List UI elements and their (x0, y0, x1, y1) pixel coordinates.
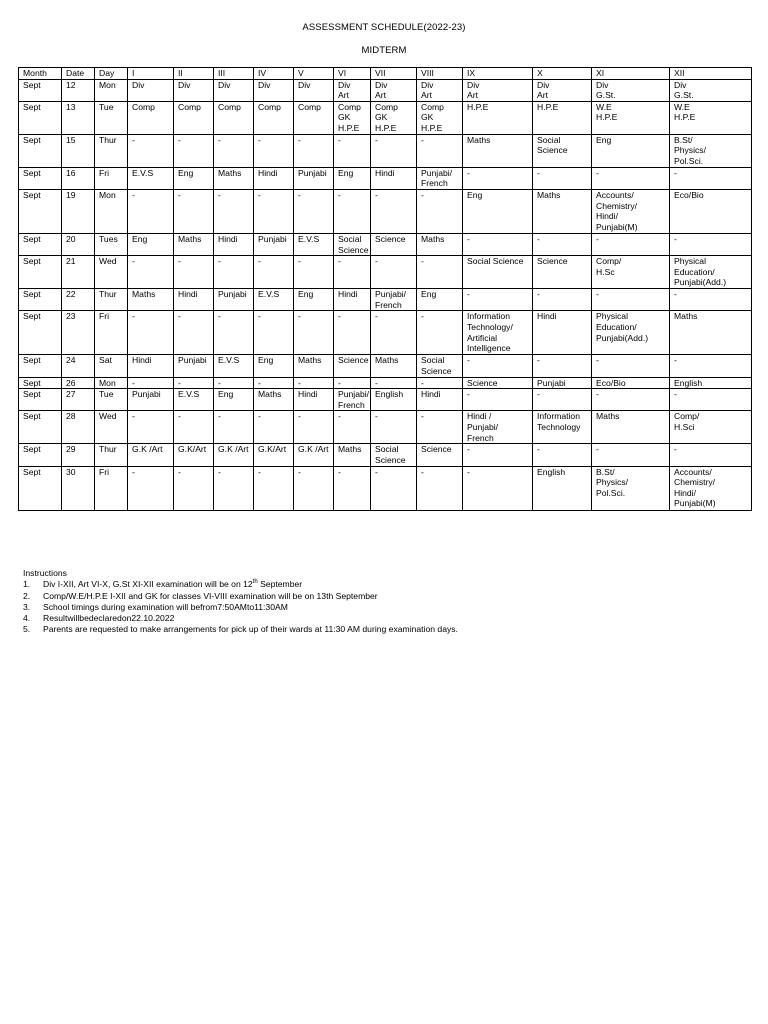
table-cell: Thur (95, 134, 128, 167)
table-cell: Punjabi/ French (417, 167, 463, 189)
header-row (19, 68, 752, 80)
table-row (19, 134, 752, 167)
instruction-number: 5. (23, 624, 31, 635)
table-cell: - (254, 311, 294, 355)
table-cell: E.V.S (128, 167, 174, 189)
instruction-text (43, 613, 174, 624)
table-cell: 12 (62, 79, 95, 101)
table-cell: Punjabi (254, 233, 294, 255)
table-cell: Science (417, 444, 463, 466)
table-cell: Accounts/ Chemistry/ Hindi/ Punjabi(M) (670, 466, 752, 510)
table-cell: - (254, 189, 294, 233)
table-row (19, 444, 752, 466)
table-cell: - (294, 466, 334, 510)
instruction-text (43, 624, 458, 635)
table-cell: - (174, 311, 214, 355)
table-cell: - (670, 355, 752, 377)
table-cell: English (670, 377, 752, 389)
table-cell: - (334, 134, 371, 167)
table-cell: - (592, 233, 670, 255)
table-cell: Div Art (334, 79, 371, 101)
table-cell: - (592, 444, 670, 466)
table-cell: B.St/ Physics/ Pol.Sci. (592, 466, 670, 510)
table-cell: Social Science (371, 444, 417, 466)
table-cell: B.St/ Physics/ Pol.Sci. (670, 134, 752, 167)
table-cell: Sept (19, 411, 62, 444)
table-cell: - (533, 355, 592, 377)
table-cell: - (174, 411, 214, 444)
schedule-body (19, 79, 752, 510)
table-row (19, 101, 752, 134)
table-cell: - (254, 466, 294, 510)
table-cell: Sept (19, 189, 62, 233)
column-header: IV (254, 68, 294, 80)
table-cell: - (334, 311, 371, 355)
table-cell: Hindi (334, 289, 371, 311)
table-cell: Eng (294, 289, 334, 311)
table-cell: G.K/Art (254, 444, 294, 466)
table-cell: Hindi (371, 167, 417, 189)
table-row (19, 233, 752, 255)
table-cell: - (417, 411, 463, 444)
instruction-item (23, 624, 743, 635)
table-cell: Wed (95, 256, 128, 289)
table-cell: - (174, 134, 214, 167)
table-row (19, 189, 752, 233)
table-cell: - (214, 466, 254, 510)
table-cell: Maths (592, 411, 670, 444)
table-cell: - (592, 389, 670, 411)
column-header: I (128, 68, 174, 80)
instructions-heading: Instructions (23, 568, 67, 578)
table-cell: Sept (19, 355, 62, 377)
table-cell: - (294, 311, 334, 355)
document-title: ASSESSMENT SCHEDULE(2022-23) (302, 22, 466, 33)
table-cell: - (371, 189, 417, 233)
table-cell: - (128, 377, 174, 389)
table-row (19, 466, 752, 510)
table-cell: Tue (95, 101, 128, 134)
table-cell: Social Science (463, 256, 533, 289)
table-cell: Sept (19, 389, 62, 411)
table-cell: 27 (62, 389, 95, 411)
table-cell: Maths (334, 444, 371, 466)
document-subtitle: MIDTERM (361, 45, 407, 56)
table-cell: Punjabi/ French (334, 389, 371, 411)
column-header: XII (670, 68, 752, 80)
table-cell: Punjabi (294, 167, 334, 189)
table-cell: - (670, 389, 752, 411)
table-cell: Mon (95, 79, 128, 101)
table-cell: - (417, 256, 463, 289)
table-cell: Accounts/ Chemistry/ Hindi/ Punjabi(M) (592, 189, 670, 233)
table-row (19, 411, 752, 444)
table-cell: Comp (254, 101, 294, 134)
table-row (19, 389, 752, 411)
table-cell: - (128, 466, 174, 510)
table-cell: Science (533, 256, 592, 289)
table-cell: - (463, 355, 533, 377)
instruction-text (43, 602, 288, 613)
table-cell: G.K /Art (128, 444, 174, 466)
table-cell: Social Science (533, 134, 592, 167)
table-cell: - (128, 134, 174, 167)
table-cell: Sept (19, 101, 62, 134)
table-cell: - (371, 134, 417, 167)
instruction-superscript: th (252, 579, 258, 586)
table-cell: - (371, 377, 417, 389)
table-cell: Comp (174, 101, 214, 134)
table-cell: Maths (533, 189, 592, 233)
instruction-text-main: Resultwillbedeclaredon22.10.2022 (43, 613, 175, 624)
table-cell: - (533, 444, 592, 466)
table-cell: - (463, 289, 533, 311)
schedule-table (18, 67, 752, 511)
table-cell: Sept (19, 444, 62, 466)
table-row (19, 256, 752, 289)
table-cell: Eng (334, 167, 371, 189)
table-cell: Mon (95, 189, 128, 233)
table-cell: - (294, 134, 334, 167)
table-cell: - (417, 134, 463, 167)
table-cell: 24 (62, 355, 95, 377)
table-row (19, 167, 752, 189)
table-row (19, 377, 752, 389)
table-cell: - (670, 167, 752, 189)
table-cell: - (254, 134, 294, 167)
table-cell: - (174, 256, 214, 289)
table-cell: - (214, 411, 254, 444)
table-cell: - (128, 256, 174, 289)
table-cell: Div Art (463, 79, 533, 101)
table-cell: - (128, 311, 174, 355)
table-cell: - (533, 289, 592, 311)
table-cell: Eng (463, 189, 533, 233)
table-cell: G.K /Art (294, 444, 334, 466)
instruction-text-main: School timings during examination will befrom7:50AMto11:30AM (43, 601, 288, 612)
instruction-text-main: Div I-XII, Art VI-X, G.St XI-XII examination will be on 12 (43, 579, 253, 590)
table-cell: Sept (19, 377, 62, 389)
table-cell: - (533, 233, 592, 255)
table-cell: Eng (174, 167, 214, 189)
column-header: Month (19, 68, 62, 80)
table-cell: Social Science (334, 233, 371, 255)
table-cell: Sept (19, 134, 62, 167)
instruction-number: 3. (23, 601, 31, 612)
table-cell: English (533, 466, 592, 510)
table-cell: Maths (417, 233, 463, 255)
table-cell: - (371, 411, 417, 444)
column-header: III (214, 68, 254, 80)
table-cell: - (294, 256, 334, 289)
column-header: VIII (417, 68, 463, 80)
table-cell: - (294, 377, 334, 389)
table-cell: Div Art (371, 79, 417, 101)
table-cell: Hindi (254, 167, 294, 189)
table-cell: Comp/ H.Sc (592, 256, 670, 289)
table-row (19, 79, 752, 101)
table-cell: - (670, 444, 752, 466)
table-cell: English (371, 389, 417, 411)
table-cell: Maths (128, 289, 174, 311)
table-cell: - (417, 377, 463, 389)
table-cell: 29 (62, 444, 95, 466)
instructions-list (23, 579, 743, 635)
table-cell: - (214, 377, 254, 389)
table-cell: Hindi (417, 389, 463, 411)
column-header: VI (334, 68, 371, 80)
table-cell: Div (294, 79, 334, 101)
table-cell: Information Technology (533, 411, 592, 444)
column-header: IX (463, 68, 533, 80)
table-cell: - (214, 256, 254, 289)
column-header: XI (592, 68, 670, 80)
table-cell: - (670, 233, 752, 255)
table-cell: Fri (95, 466, 128, 510)
table-cell: Comp GK H.P.E (417, 101, 463, 134)
table-cell: Hindi / Punjabi/ French (463, 411, 533, 444)
table-cell: Hindi (533, 311, 592, 355)
table-cell: Sept (19, 79, 62, 101)
table-cell: - (214, 189, 254, 233)
table-cell: Sept (19, 233, 62, 255)
table-cell: E.V.S (214, 355, 254, 377)
table-cell: Hindi (128, 355, 174, 377)
table-cell: - (463, 389, 533, 411)
table-cell: - (334, 466, 371, 510)
table-cell: Comp GK H.P.E (371, 101, 417, 134)
table-cell: 16 (62, 167, 95, 189)
table-cell: - (533, 389, 592, 411)
table-cell: Maths (463, 134, 533, 167)
table-cell: Comp/ H.Sci (670, 411, 752, 444)
table-cell: Science (463, 377, 533, 389)
table-cell: Sept (19, 289, 62, 311)
table-cell: Hindi (214, 233, 254, 255)
table-cell: - (417, 189, 463, 233)
table-cell: - (128, 411, 174, 444)
table-cell: - (463, 167, 533, 189)
table-cell: - (371, 466, 417, 510)
table-cell: Thur (95, 289, 128, 311)
table-cell: 19 (62, 189, 95, 233)
table-cell: - (463, 444, 533, 466)
table-cell: 26 (62, 377, 95, 389)
instruction-text-main: Comp/W.E/H.P.E I-XII and GK for classes VI-VIII examination will be on 13th September (43, 590, 378, 601)
table-cell: Maths (214, 167, 254, 189)
table-cell: Eco/Bio (592, 377, 670, 389)
table-cell: Maths (371, 355, 417, 377)
table-cell: - (533, 167, 592, 189)
table-cell: 21 (62, 256, 95, 289)
table-cell: Science (334, 355, 371, 377)
table-row (19, 289, 752, 311)
table-cell: E.V.S (174, 389, 214, 411)
table-cell: Punjabi (174, 355, 214, 377)
table-cell: - (334, 189, 371, 233)
table-cell: - (463, 466, 533, 510)
column-header: Date (62, 68, 95, 80)
instruction-text (43, 579, 302, 590)
table-cell: Sept (19, 311, 62, 355)
table-cell: Div (128, 79, 174, 101)
table-cell: - (334, 377, 371, 389)
table-cell: Physical Education/ Punjabi(Add.) (592, 311, 670, 355)
table-cell: Hindi (294, 389, 334, 411)
instruction-text-main: Parents are requested to make arrangements for pick up of their wards at 11:30 AM during examination days. (43, 624, 458, 635)
table-cell: Eng (592, 134, 670, 167)
table-cell: Punjabi (214, 289, 254, 311)
table-cell: G.K /Art (214, 444, 254, 466)
table-cell: Div Art (533, 79, 592, 101)
table-cell: Hindi (174, 289, 214, 311)
table-cell: W.E H.P.E (592, 101, 670, 134)
column-header: V (294, 68, 334, 80)
table-cell: Comp (128, 101, 174, 134)
column-header: II (174, 68, 214, 80)
table-cell: Punjabi (128, 389, 174, 411)
table-cell: Fri (95, 167, 128, 189)
table-cell: - (254, 256, 294, 289)
instructions-section (23, 568, 743, 636)
table-cell: 15 (62, 134, 95, 167)
table-cell: - (371, 311, 417, 355)
table-cell: Punjabi/ French (371, 289, 417, 311)
table-cell: - (294, 189, 334, 233)
table-cell: Comp (214, 101, 254, 134)
table-cell: E.V.S (294, 233, 334, 255)
instruction-item (23, 579, 743, 590)
table-row (19, 311, 752, 355)
table-cell: Eng (254, 355, 294, 377)
table-cell: Div (214, 79, 254, 101)
table-cell: - (592, 167, 670, 189)
table-cell: Fri (95, 311, 128, 355)
table-cell: - (174, 189, 214, 233)
table-cell: - (214, 311, 254, 355)
table-cell: Tues (95, 233, 128, 255)
table-cell: Mon (95, 377, 128, 389)
table-cell: 28 (62, 411, 95, 444)
table-cell: Science (371, 233, 417, 255)
table-cell: E.V.S (254, 289, 294, 311)
column-header: X (533, 68, 592, 80)
table-cell: Sept (19, 256, 62, 289)
table-cell: H.P.E (533, 101, 592, 134)
table-cell: - (128, 189, 174, 233)
column-header: VII (371, 68, 417, 80)
table-cell: - (592, 355, 670, 377)
table-cell: - (174, 466, 214, 510)
table-row (19, 355, 752, 377)
table-cell: Maths (294, 355, 334, 377)
table-cell: Punjabi (533, 377, 592, 389)
table-cell: 23 (62, 311, 95, 355)
table-cell: 13 (62, 101, 95, 134)
table-cell: Social Science (417, 355, 463, 377)
table-cell: Div (174, 79, 214, 101)
instruction-item (23, 591, 743, 602)
table-cell: Maths (174, 233, 214, 255)
table-cell: - (334, 411, 371, 444)
table-cell: Tue (95, 389, 128, 411)
table-cell: H.P.E (463, 101, 533, 134)
table-cell: - (592, 289, 670, 311)
instruction-number: 1. (23, 579, 31, 590)
table-cell: - (417, 466, 463, 510)
table-cell: - (670, 289, 752, 311)
table-cell: Sept (19, 167, 62, 189)
table-cell: Information Technology/ Artificial Intelligence (463, 311, 533, 355)
column-header: Day (95, 68, 128, 80)
table-cell: - (463, 233, 533, 255)
table-cell: - (174, 377, 214, 389)
table-cell: - (417, 311, 463, 355)
instruction-text-tail: September (257, 579, 303, 590)
table-cell: 22 (62, 289, 95, 311)
table-cell: - (214, 134, 254, 167)
table-cell: 30 (62, 466, 95, 510)
table-cell: Thur (95, 444, 128, 466)
table-cell: Eng (417, 289, 463, 311)
table-cell: Eco/Bio (670, 189, 752, 233)
table-cell: Comp GK H.P.E (334, 101, 371, 134)
schedule-header (19, 68, 752, 80)
table-cell: - (334, 256, 371, 289)
table-cell: G.K/Art (174, 444, 214, 466)
instruction-item (23, 613, 743, 624)
table-cell: Physical Education/ Punjabi(Add.) (670, 256, 752, 289)
table-cell: Div Art (417, 79, 463, 101)
table-cell: Div G.St. (670, 79, 752, 101)
table-cell: Div G.St. (592, 79, 670, 101)
table-cell: W.E H.P.E (670, 101, 752, 134)
instruction-item (23, 602, 743, 613)
table-cell: Comp (294, 101, 334, 134)
instruction-text (43, 591, 378, 602)
table-cell: Maths (670, 311, 752, 355)
table-cell: Maths (254, 389, 294, 411)
table-cell: Wed (95, 411, 128, 444)
table-cell: 20 (62, 233, 95, 255)
table-cell: Eng (128, 233, 174, 255)
table-cell: Eng (214, 389, 254, 411)
table-cell: Div (254, 79, 294, 101)
table-cell: - (254, 411, 294, 444)
table-cell: - (254, 377, 294, 389)
table-cell: - (294, 411, 334, 444)
instruction-number: 4. (23, 613, 31, 624)
table-cell: - (371, 256, 417, 289)
instruction-number: 2. (23, 590, 31, 601)
table-cell: Sat (95, 355, 128, 377)
table-cell: Sept (19, 466, 62, 510)
